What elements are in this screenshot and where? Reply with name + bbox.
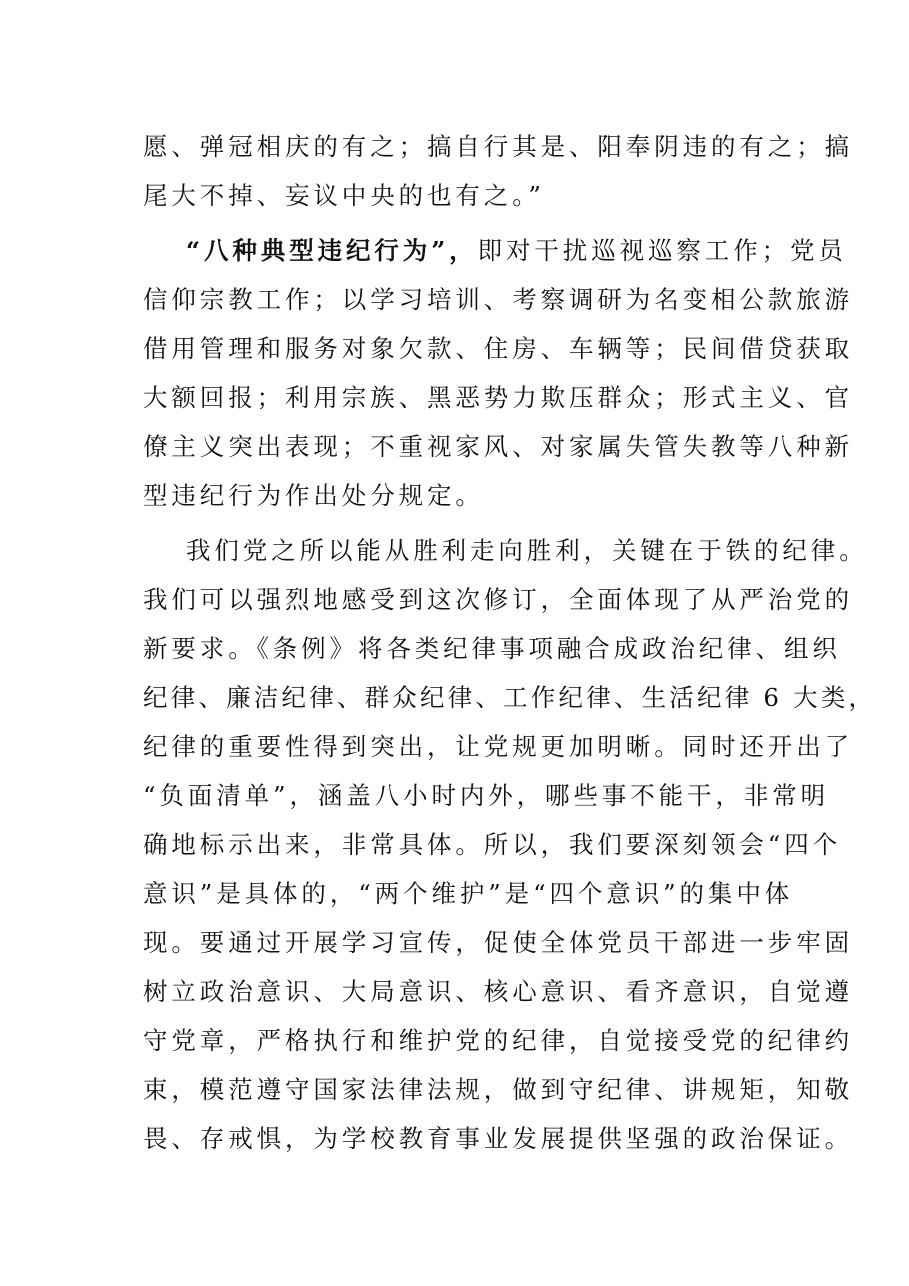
paragraph-3-line-5	[0, 723, 909, 771]
paragraph-2-line-2	[0, 276, 909, 324]
paragraph-2-first-line	[186, 227, 847, 275]
paragraph-3-line-7	[0, 821, 909, 869]
paragraph-2-line-6-text: 型违纪行为作出处分规定。	[143, 481, 484, 510]
paragraph-1-line-2	[0, 172, 909, 220]
paragraph-3-line-13	[0, 1115, 909, 1163]
paragraph-2-bold-lead: “八种典型违纪行为”，	[186, 236, 478, 265]
paragraph-3-line-2-text: 我们可以强烈地感受到这次修订，全面体现了从严治党的	[143, 585, 853, 614]
paragraph-3-line-7-text: 确地标示出来，非常具体。所以，我们要深刻领会“四个	[143, 830, 842, 859]
paragraph-2-line-5-text: 僚主义突出表现；不重视家风、对家属失管失教等八种新	[143, 432, 853, 461]
paragraph-3-line-5-text: 纪律的重要性得到突出，让党规更加明晰。同时还开出了	[143, 732, 853, 761]
paragraph-3-line-1	[0, 527, 909, 575]
paragraph-3-line-9-text: 现。要通过开展学习宣传，促使全体党员干部进一步牢固	[143, 928, 853, 957]
paragraph-3-line-6-text: “负面清单”，涵盖八小时内外，哪些事不能干，非常明	[143, 781, 830, 810]
paragraph-2-first-line-rest: 即对干扰巡视巡察工作；党员	[477, 236, 847, 265]
paragraph-3-line-3	[0, 625, 909, 673]
paragraph-2-line-3-text: 借用管理和服务对象欠款、住房、车辆等；民间借贷获取	[143, 334, 853, 363]
paragraph-2-line-4-text: 大额回报；利用宗族、黑恶势力欺压群众；形式主义、官	[143, 383, 853, 412]
paragraph-1-line-1	[0, 123, 909, 171]
paragraph-2-line-4	[0, 374, 909, 422]
paragraph-3-line-12	[0, 1066, 909, 1114]
paragraph-1-line-2-text: 尾大不掉、妄议中央的也有之。”	[143, 181, 545, 210]
paragraph-3-line-4-text: 纪律、廉洁纪律、群众纪律、工作纪律、生活纪律 6 大类，	[143, 683, 877, 712]
paragraph-3-line-3-text: 新要求。《条例》将各类纪律事项融合成政治纪律、组织	[143, 634, 841, 663]
paragraph-3-line-12-text: 束，模范遵守国家法律法规，做到守纪律、讲规矩，知敬	[143, 1075, 853, 1104]
paragraph-3-line-13-text: 畏、存戒惧，为学校教育事业发展提供坚强的政治保证。	[143, 1124, 853, 1153]
paragraph-3-line-10-text: 树立政治意识、大局意识、核心意识、看齐意识，自觉遵	[143, 977, 853, 1006]
paragraph-3-line-4	[0, 674, 909, 722]
paragraph-3-line-10	[0, 968, 909, 1016]
paragraph-2-line-3	[0, 325, 909, 373]
paragraph-3-line-8-text: 意识”是具体的，“两个维护”是“四个意识”的集中体	[143, 879, 794, 908]
paragraph-3-line-1-text: 我们党之所以能从胜利走向胜利，关键在于铁的纪律。	[186, 536, 868, 565]
paragraph-1-line-1-text: 愿、弹冠相庆的有之；搞自行其是、阳奉阴违的有之；搞	[143, 132, 853, 161]
paragraph-2-line-1	[0, 227, 909, 275]
paragraph-3-line-2	[0, 576, 909, 624]
paragraph-3-line-6	[0, 772, 909, 820]
paragraph-2-line-5	[0, 423, 909, 471]
paragraph-3-line-11	[0, 1017, 909, 1065]
paragraph-3-line-9	[0, 919, 909, 967]
paragraph-3-line-8	[0, 870, 909, 918]
paragraph-2-line-2-text: 信仰宗教工作；以学习培训、考察调研为名变相公款旅游	[143, 285, 853, 314]
paragraph-3-line-11-text: 守党章，严格执行和维护党的纪律，自觉接受党的纪律约	[143, 1026, 853, 1055]
paragraph-2-line-6	[0, 472, 909, 520]
